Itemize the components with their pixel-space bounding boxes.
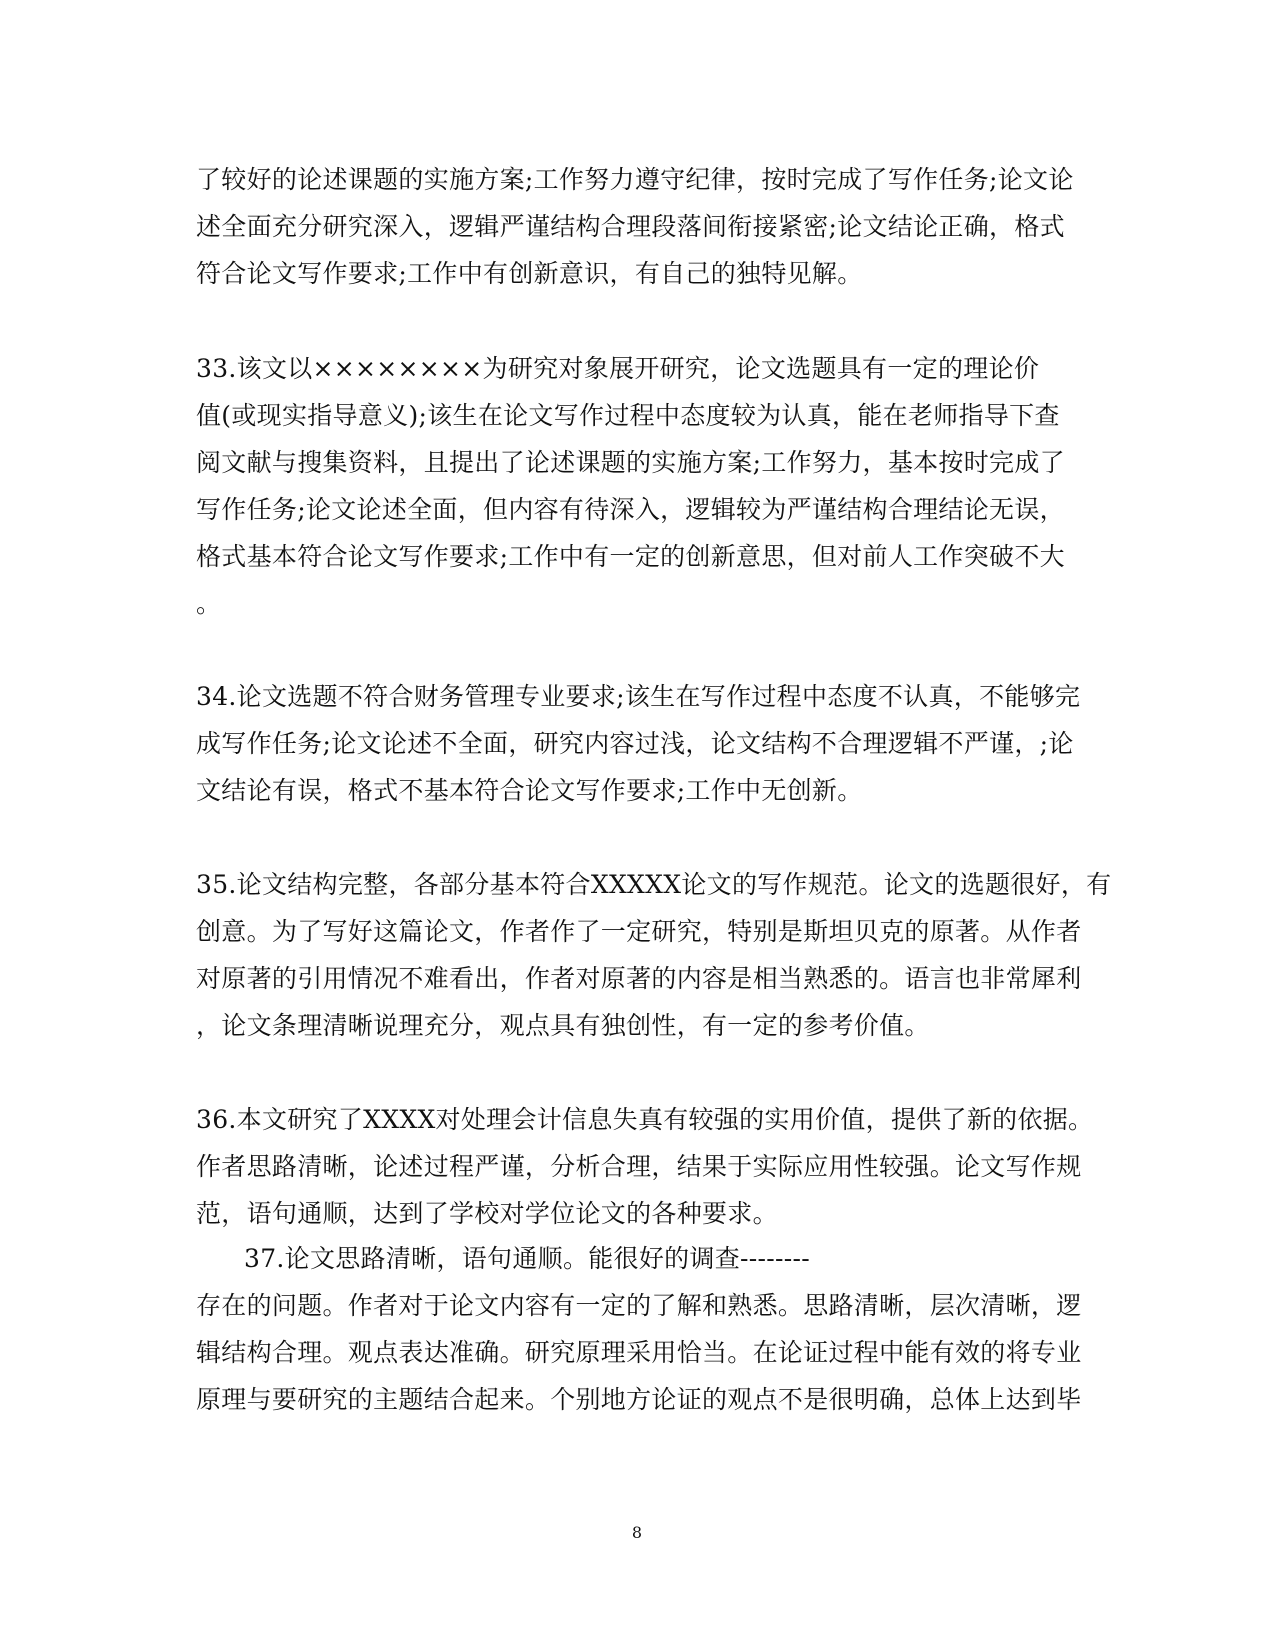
text-line: 辑结构合理。观点表达准确。研究原理采用恰当。在论证过程中能有效的将专业: [196, 1338, 1082, 1367]
text-line: 34.论文选题不符合财务管理专业要求;该生在写作过程中态度不认真，不能够完: [196, 682, 1081, 711]
text-line: 创意。为了写好这篇论文，作者作了一定研究，特别是斯坦贝克的原著。从作者: [196, 917, 1082, 946]
text-line: 文结论有误，格式不基本符合论文写作要求;工作中无创新。: [196, 776, 863, 805]
text-line: 成写作任务;论文论述不全面，研究内容过浅，论文结构不合理逻辑不严谨，;论: [196, 729, 1074, 758]
text-line: 。: [196, 589, 222, 618]
text-line: 写作任务;论文论述全面，但内容有待深入，逻辑较为严谨结构合理结论无误，: [196, 495, 1065, 524]
text-line: 了较好的论述课题的实施方案;工作努力遵守纪律，按时完成了写作任务;论文论: [196, 165, 1074, 194]
text-line: ，论文条理清晰说理充分，观点具有独创性，有一定的参考价值。: [196, 1011, 930, 1040]
text-line: 33.该文以××××××××为研究对象展开研究，论文选题具有一定的理论价: [196, 354, 1040, 383]
text-line: 值(或现实指导意义);该生在论文写作过程中态度较为认真，能在老师指导下查: [196, 401, 1060, 430]
text-line: 37.论文思路清晰，语句通顺。能很好的调查--------: [244, 1244, 811, 1273]
text-line: 符合论文写作要求;工作中有创新意识，有自己的独特见解。: [196, 259, 863, 288]
text-line: 阅文献与搜集资料，且提出了论述课题的实施方案;工作努力，基本按时完成了: [196, 448, 1065, 477]
text-line: 原理与要研究的主题结合起来。个别地方论证的观点不是很明确，总体上达到毕: [196, 1385, 1082, 1414]
text-line: 36.本文研究了XXXX对处理会计信息失真有较强的实用价值，提供了新的依据。: [196, 1105, 1094, 1134]
text-line: 对原著的引用情况不难看出，作者对原著的内容是相当熟悉的。语言也非常犀利: [196, 964, 1082, 993]
text-line: 存在的问题。作者对于论文内容有一定的了解和熟悉。思路清晰，层次清晰，逻: [196, 1291, 1082, 1320]
text-line: 范，语句通顺，达到了学校对学位论文的各种要求。: [196, 1199, 778, 1228]
text-line: 35.论文结构完整，各部分基本符合XXXXX论文的写作规范。论文的选题很好，有: [196, 870, 1112, 899]
text-line: 述全面充分研究深入，逻辑严谨结构合理段落间衔接紧密;论文结论正确，格式: [196, 212, 1065, 241]
text-line: 格式基本符合论文写作要求;工作中有一定的创新意思，但对前人工作突破不大: [196, 542, 1065, 571]
page-number: 8: [631, 1523, 643, 1542]
text-line: 作者思路清晰，论述过程严谨，分析合理，结果于实际应用性较强。论文写作规: [196, 1152, 1082, 1181]
